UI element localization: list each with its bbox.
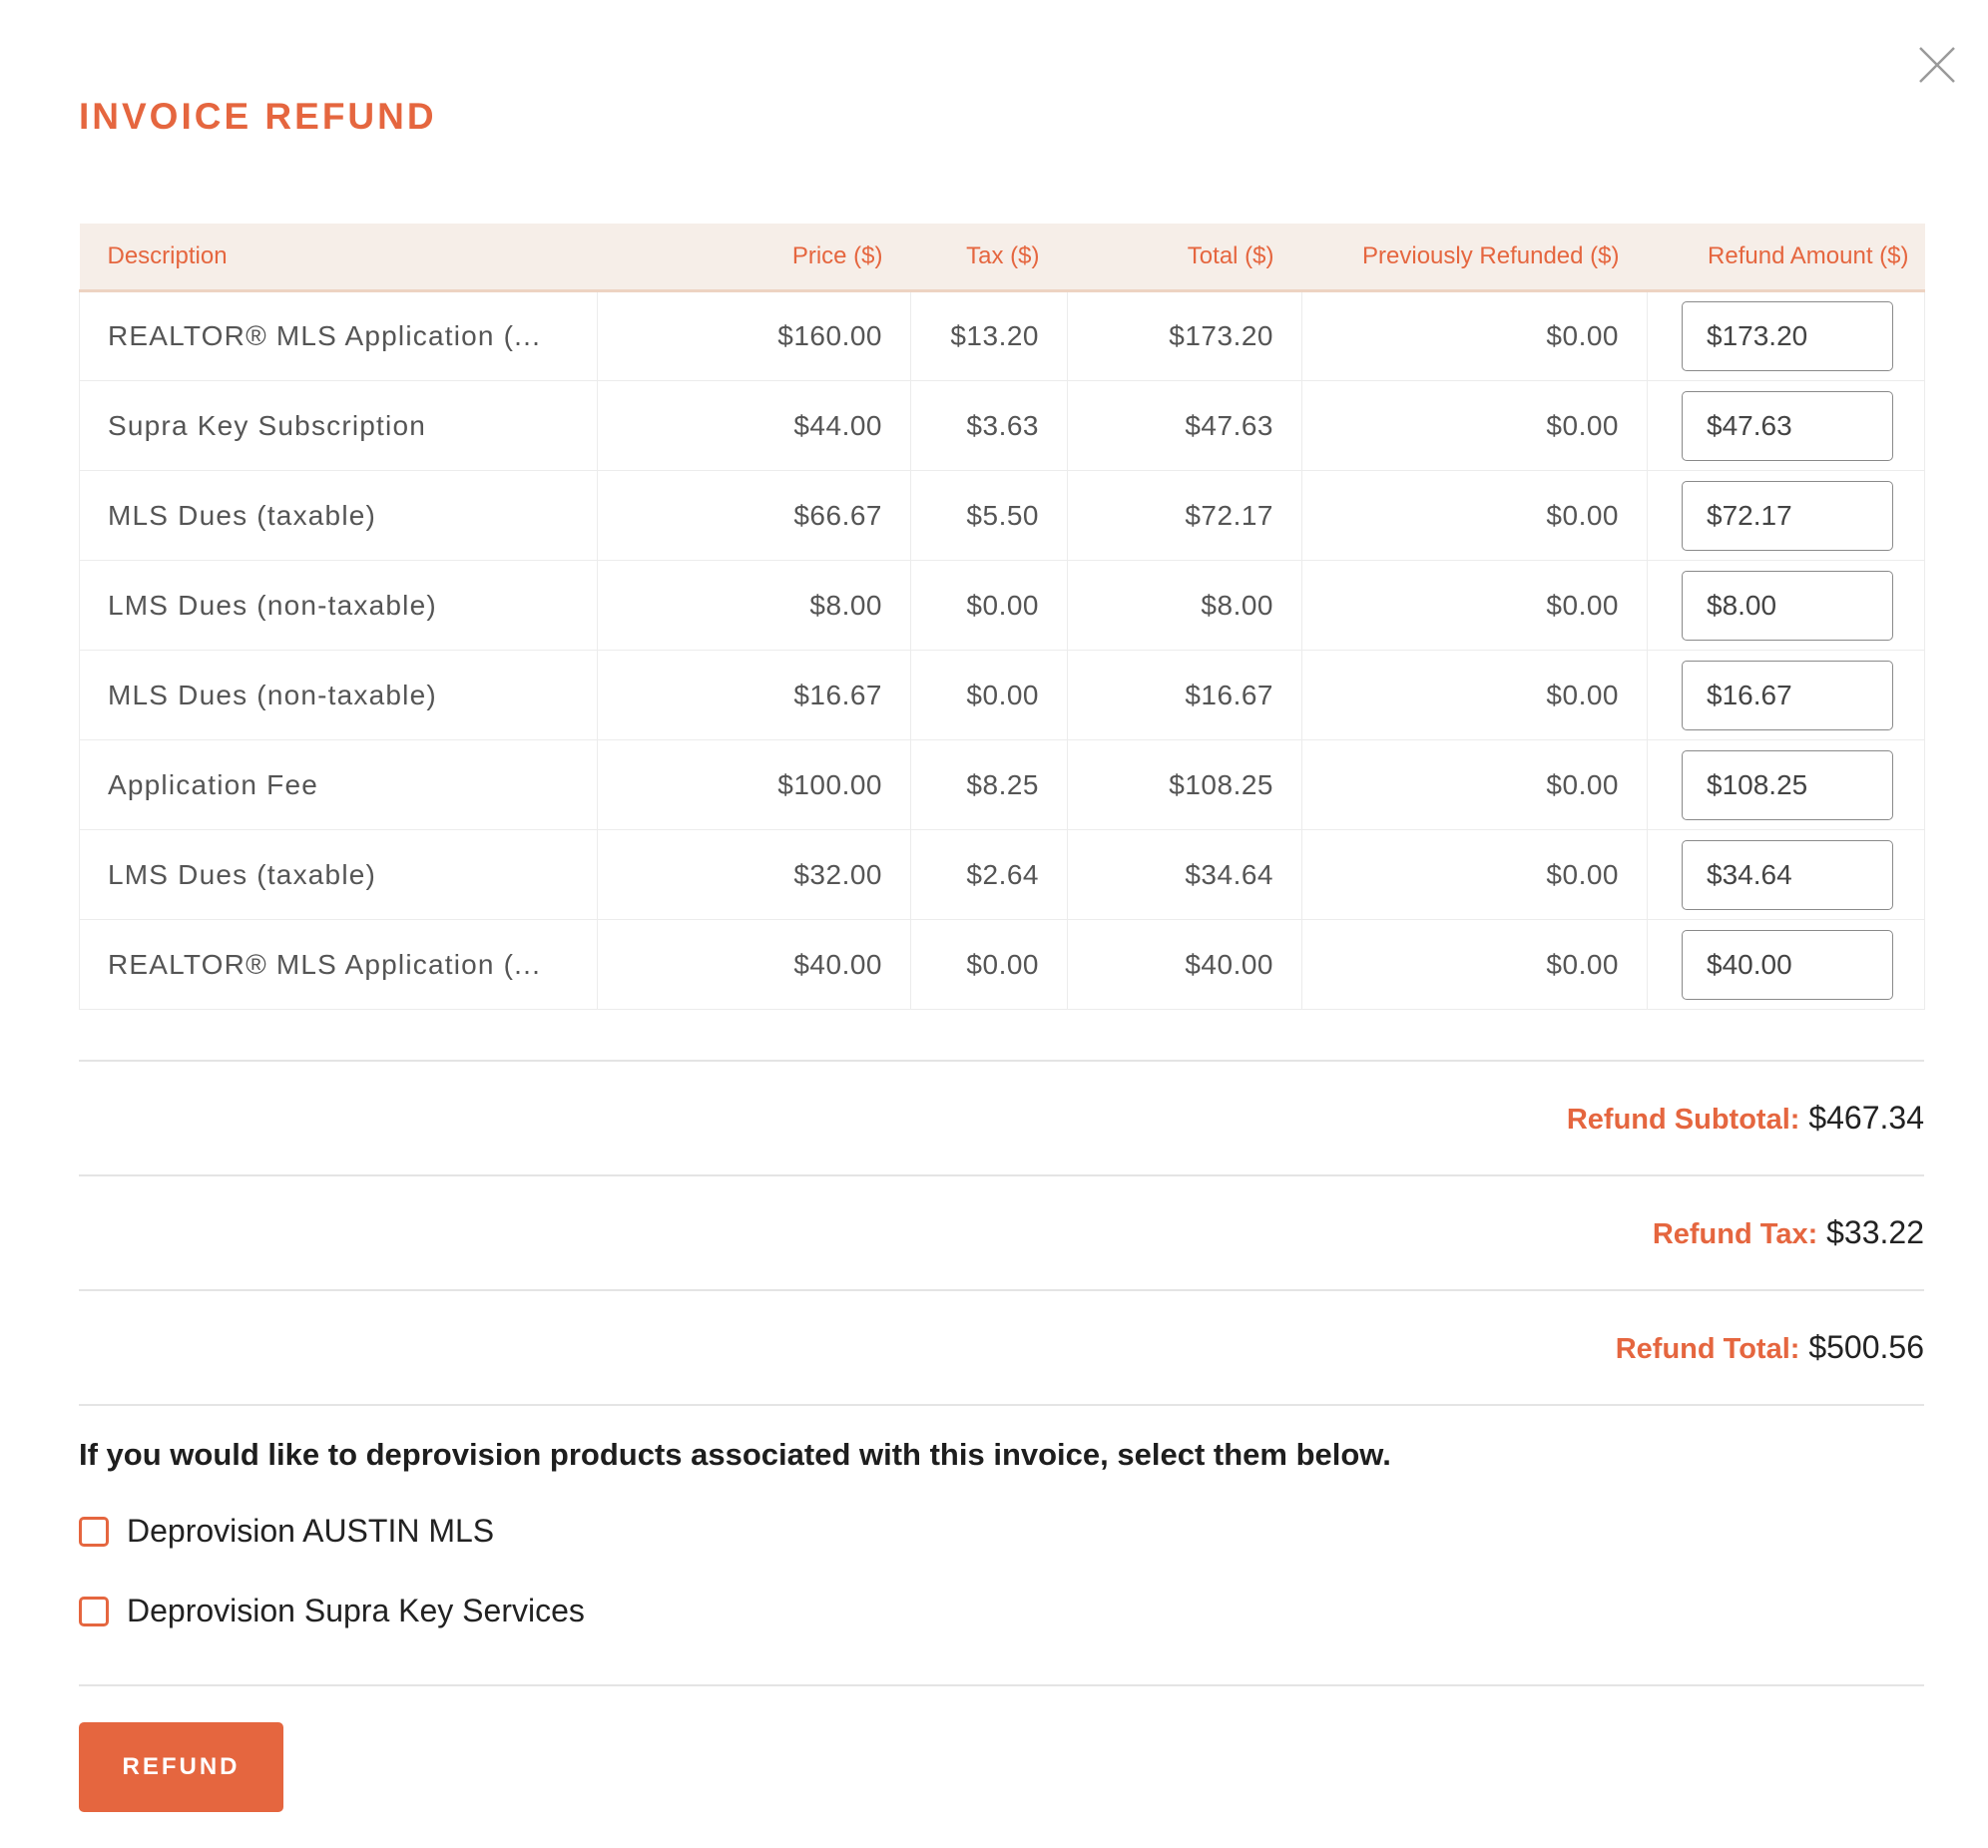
table-row xyxy=(80,740,1925,830)
row-refund-cell xyxy=(1648,920,1925,1010)
row-total: $108.25 xyxy=(1068,740,1302,830)
refund-tax-value: $33.22 xyxy=(1826,1214,1924,1250)
row-description: REALTOR® MLS Application (... xyxy=(80,920,598,1010)
footer-divider xyxy=(79,1684,1924,1686)
row-total: $34.64 xyxy=(1068,830,1302,920)
row-total: $40.00 xyxy=(1068,920,1302,1010)
row-previously-refunded: $0.00 xyxy=(1302,471,1648,561)
deprovision-heading: If you would like to deprovision products associated with this invoice, select them below. xyxy=(79,1437,1391,1472)
row-tax: $13.20 xyxy=(911,291,1068,381)
header-tax: Tax ($) xyxy=(911,224,1068,291)
refund-table-container xyxy=(79,224,1924,1010)
summary-divider xyxy=(79,1174,1924,1176)
refund-amount-input[interactable] xyxy=(1682,301,1893,371)
refund-total-label: Refund Total: xyxy=(1615,1333,1800,1365)
row-price: $40.00 xyxy=(598,920,911,1010)
refund-subtotal-label: Refund Subtotal: xyxy=(1566,1104,1800,1136)
row-description: MLS Dues (non-taxable) xyxy=(80,651,598,740)
row-price: $100.00 xyxy=(598,740,911,830)
table-row xyxy=(80,830,1925,920)
refund-amount-input[interactable] xyxy=(1682,481,1893,551)
refund-subtotal xyxy=(1567,1100,1924,1137)
refund-button[interactable]: REFUND xyxy=(79,1722,283,1812)
row-description: REALTOR® MLS Application (... xyxy=(80,291,598,381)
row-price: $160.00 xyxy=(598,291,911,381)
row-previously-refunded: $0.00 xyxy=(1302,740,1648,830)
row-description: LMS Dues (non-taxable) xyxy=(80,561,598,651)
row-tax: $0.00 xyxy=(911,920,1068,1010)
refund-amount-input[interactable] xyxy=(1682,571,1893,641)
row-description: LMS Dues (taxable) xyxy=(80,830,598,920)
row-price: $16.67 xyxy=(598,651,911,740)
row-tax: $0.00 xyxy=(911,651,1068,740)
refund-total xyxy=(1616,1329,1924,1366)
refund-amount-input[interactable] xyxy=(1682,391,1893,461)
refund-total-value: $500.56 xyxy=(1808,1329,1924,1365)
summary-divider xyxy=(79,1404,1924,1406)
row-price: $66.67 xyxy=(598,471,911,561)
row-refund-cell xyxy=(1648,740,1925,830)
header-description: Description xyxy=(80,224,598,291)
row-price: $8.00 xyxy=(598,561,911,651)
refund-amount-input[interactable] xyxy=(1682,840,1893,910)
row-price: $44.00 xyxy=(598,381,911,471)
summary-divider xyxy=(79,1060,1924,1062)
table-row xyxy=(80,381,1925,471)
row-description: Application Fee xyxy=(80,740,598,830)
refund-amount-input[interactable] xyxy=(1682,750,1893,820)
checkbox[interactable] xyxy=(79,1597,109,1626)
row-previously-refunded: $0.00 xyxy=(1302,561,1648,651)
row-total: $16.67 xyxy=(1068,651,1302,740)
deprovision-option-supra-key[interactable] xyxy=(79,1593,585,1629)
row-total: $173.20 xyxy=(1068,291,1302,381)
header-refund-amount: Refund Amount ($) xyxy=(1648,224,1925,291)
table-row xyxy=(80,561,1925,651)
row-previously-refunded: $0.00 xyxy=(1302,830,1648,920)
row-price: $32.00 xyxy=(598,830,911,920)
refund-amount-input[interactable] xyxy=(1682,930,1893,1000)
row-total: $8.00 xyxy=(1068,561,1302,651)
refund-amount-input[interactable] xyxy=(1682,661,1893,730)
deprovision-option-austin-mls[interactable] xyxy=(79,1513,494,1550)
refund-table xyxy=(79,224,1925,1010)
header-price: Price ($) xyxy=(598,224,911,291)
header-previously-refunded: Previously Refunded ($) xyxy=(1302,224,1648,291)
row-previously-refunded: $0.00 xyxy=(1302,651,1648,740)
row-description: MLS Dues (taxable) xyxy=(80,471,598,561)
summary-divider xyxy=(79,1289,1924,1291)
row-tax: $5.50 xyxy=(911,471,1068,561)
refund-subtotal-value: $467.34 xyxy=(1808,1100,1924,1136)
close-icon[interactable] xyxy=(1916,44,1958,86)
refund-summary xyxy=(79,1060,1924,1409)
row-tax: $8.25 xyxy=(911,740,1068,830)
row-total: $72.17 xyxy=(1068,471,1302,561)
row-tax: $0.00 xyxy=(911,561,1068,651)
row-previously-refunded: $0.00 xyxy=(1302,381,1648,471)
refund-tax-label: Refund Tax: xyxy=(1652,1218,1818,1250)
modal-title: INVOICE REFUND xyxy=(79,96,437,137)
row-refund-cell xyxy=(1648,651,1925,740)
row-previously-refunded: $0.00 xyxy=(1302,291,1648,381)
row-refund-cell xyxy=(1648,471,1925,561)
table-header-row xyxy=(80,224,1925,291)
table-row xyxy=(80,291,1925,381)
row-description: Supra Key Subscription xyxy=(80,381,598,471)
row-refund-cell xyxy=(1648,291,1925,381)
table-row xyxy=(80,920,1925,1010)
row-tax: $3.63 xyxy=(911,381,1068,471)
deprovision-option-label: Deprovision Supra Key Services xyxy=(127,1593,585,1628)
row-refund-cell xyxy=(1648,381,1925,471)
row-refund-cell xyxy=(1648,830,1925,920)
table-row xyxy=(80,651,1925,740)
row-refund-cell xyxy=(1648,561,1925,651)
checkbox[interactable] xyxy=(79,1517,109,1547)
refund-tax xyxy=(1653,1214,1924,1251)
row-tax: $2.64 xyxy=(911,830,1068,920)
deprovision-option-label: Deprovision AUSTIN MLS xyxy=(127,1513,495,1549)
row-total: $47.63 xyxy=(1068,381,1302,471)
header-total: Total ($) xyxy=(1068,224,1302,291)
row-previously-refunded: $0.00 xyxy=(1302,920,1648,1010)
table-row xyxy=(80,471,1925,561)
